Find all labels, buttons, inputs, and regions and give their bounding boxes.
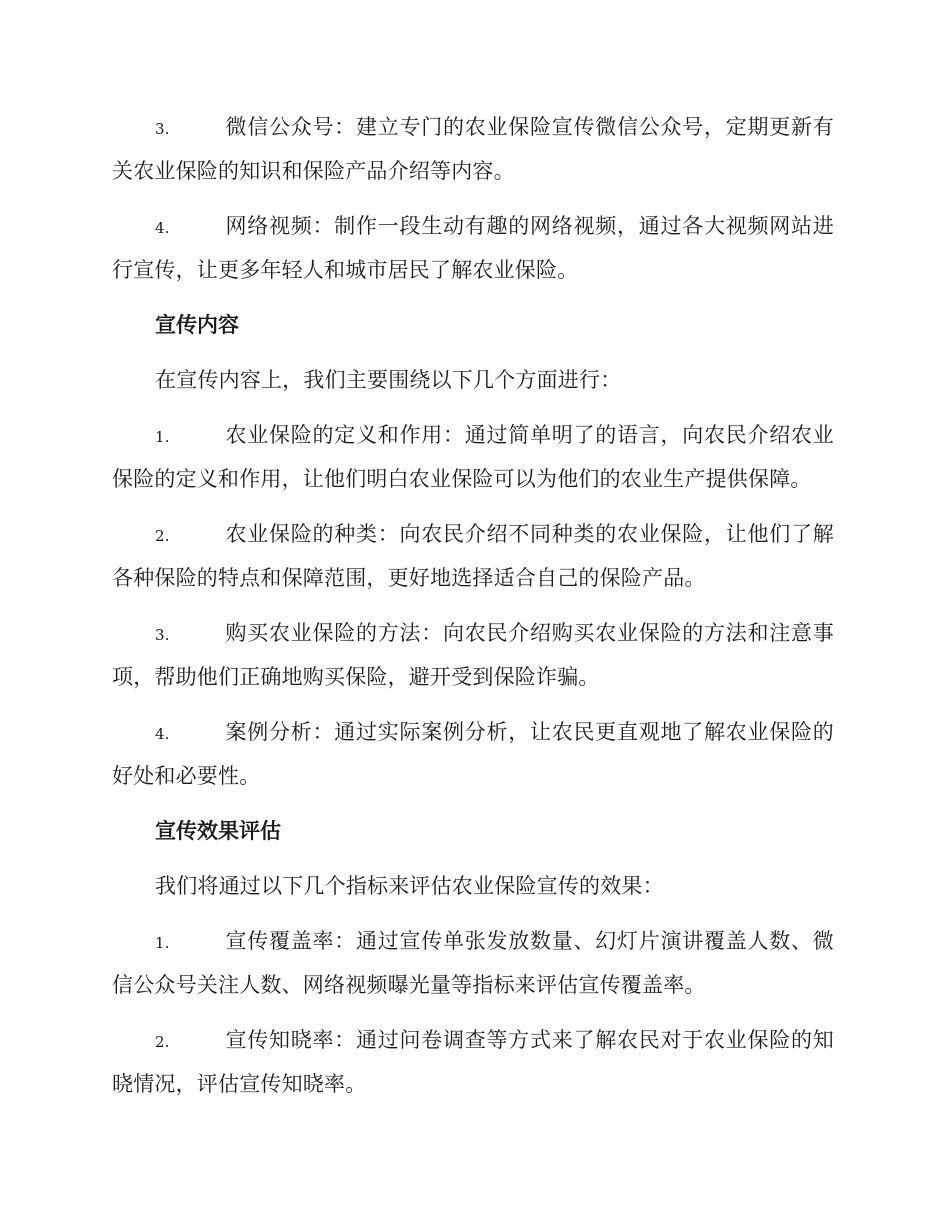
list-item xyxy=(112,106,834,192)
list-item xyxy=(112,920,834,1006)
section-intro-evaluation: 我们将通过以下几个指标来评估农业保险宣传的效果： xyxy=(155,874,664,898)
list-item-number: 3. xyxy=(155,120,170,138)
list-item-text: 购买农业保险的方法：向农民介绍购买农业保险的方法和注意事项，帮助他们正确地购买保险，避开受到保险诈骗。 xyxy=(112,621,834,689)
list-item-number: 4. xyxy=(155,219,170,237)
list-item-text: 宣传知晓率：通过问卷调查等方式来了解农民对于农业保险的知晓情况，评估宣传知晓率。 xyxy=(112,1028,834,1096)
list-item-text: 微信公众号：建立专门的农业保险宣传微信公众号，定期更新有关农业保险的知识和保险产品介绍等内容。 xyxy=(112,115,834,183)
document-body xyxy=(112,106,834,1118)
list-item-text: 案例分析：通过实际案例分析，让农民更直观地了解农业保险的好处和必要性。 xyxy=(112,720,834,788)
list-item xyxy=(112,612,834,698)
list-item-text: 农业保险的定义和作用：通过简单明了的语言，向农民介绍农业保险的定义和作用，让他们明白农业保险可以为他们的农业生产提供保障。 xyxy=(112,423,834,491)
list-item-text: 农业保险的种类：向农民介绍不同种类的农业保险，让他们了解各种保险的特点和保障范围，更好地选择适合自己的保险产品。 xyxy=(112,522,834,590)
list-item xyxy=(112,414,834,500)
list-item-number: 2. xyxy=(155,1033,170,1051)
list-item xyxy=(112,1019,834,1105)
list-item-text: 宣传覆盖率：通过宣传单张发放数量、幻灯片演讲覆盖人数、微信公众号关注人数、网络视频曝光量等指标来评估宣传覆盖率。 xyxy=(112,929,834,997)
section-heading-content: 宣传内容 xyxy=(155,313,239,337)
list-item xyxy=(112,205,834,291)
list-item xyxy=(112,711,834,797)
list-item xyxy=(112,513,834,599)
list-item-number: 4. xyxy=(155,725,170,743)
list-item-number: 3. xyxy=(155,626,170,644)
section-intro-content: 在宣传内容上，我们主要围绕以下几个方面进行： xyxy=(155,368,622,392)
list-item-number: 1. xyxy=(155,934,170,952)
section-heading-evaluation: 宣传效果评估 xyxy=(155,819,281,843)
list-item-number: 2. xyxy=(155,527,170,545)
list-item-number: 1. xyxy=(155,428,170,446)
list-item-text: 网络视频：制作一段生动有趣的网络视频，通过各大视频网站进行宣传，让更多年轻人和城市居民了解农业保险。 xyxy=(112,214,834,282)
